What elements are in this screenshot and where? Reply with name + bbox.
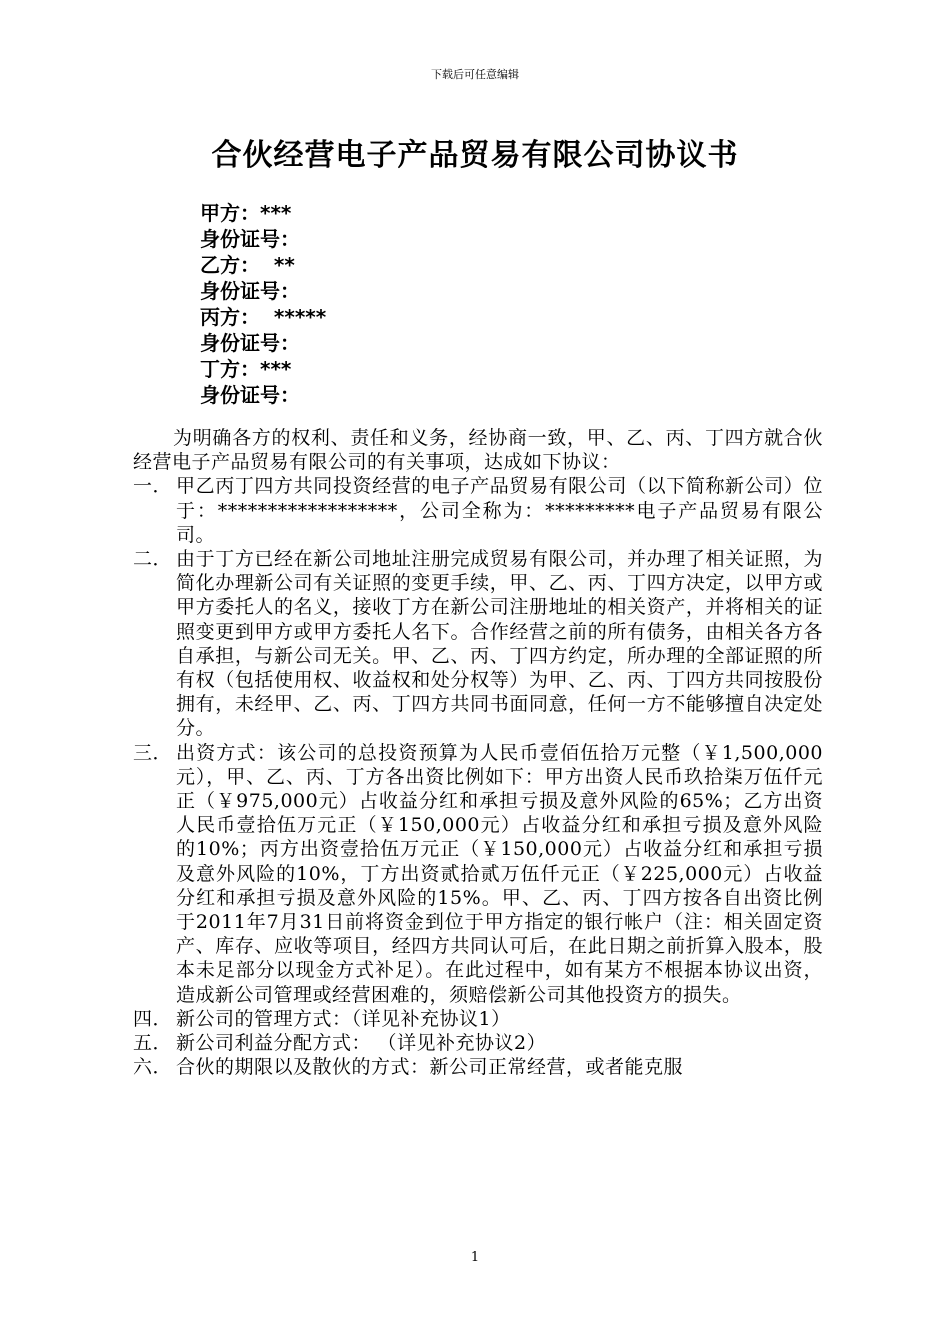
- header-note: 下载后可任意编辑: [431, 68, 519, 81]
- party-b-id: 身份证号：: [200, 279, 300, 303]
- clause-number: 五．: [133, 1032, 173, 1055]
- clause-number: 六．: [133, 1056, 173, 1079]
- clause-5: [133, 1031, 823, 1055]
- clause-text: 甲乙丙丁四方共同投资经营的电子产品贸易有限公司（以下简称新公司）位于：******************，公司全称为：*********电子产品贸易有限公司。: [176, 475, 823, 546]
- clause-text: 出资方式：该公司的总投资预算为人民币壹佰伍拾万元整（￥1,500,000元），甲、乙、丙、丁方各出资比例如下：甲方出资人民币玖拾柒万伍仟元正（￥975,000元）占收益分红和承担亏损及意外风险的65%；乙方出资人民币壹拾伍万元正（￥150,000元）占收益分红和承担亏损及意外风险的10%；丙方出资壹拾伍万元正（￥150,000元）占收益分红和承担亏损及意外风险的10%，丁方出资贰拾贰万伍仟元正（￥225,000元）占收益分红和承担亏损及意外风险的15%。甲、乙、丙、丁四方按各自出资比例于2011年7月31日前将资金到位于甲方指定的银行帐户（注：相关固定资产、库存、应收等项目，经四方共同认可后，在此日期之前折算入股本，股本未足部分以现金方式补足）。在此过程中，如有某方不根据本协议出资，造成新公司管理或经营困难的，须赔偿新公司其他投资方的损失。: [176, 741, 823, 1006]
- clause-3: [133, 741, 823, 1007]
- party-c: 丙方： *****: [200, 305, 327, 329]
- intro-paragraph: 为明确各方的权利、责任和义务，经协商一致，甲、乙、丙、丁四方就合伙经营电子产品贸易有限公司的有关事项，达成如下协议：: [133, 427, 823, 474]
- party-d-id: 身份证号：: [200, 383, 300, 407]
- party-b: 乙方： **: [200, 253, 295, 277]
- document-title: 合伙经营电子产品贸易有限公司协议书: [211, 138, 739, 173]
- clause-6: [133, 1055, 823, 1079]
- clause-text: 新公司的管理方式：（详见补充协议1）: [176, 1007, 511, 1030]
- party-d: 丁方：***: [200, 357, 292, 381]
- clause-2: [133, 547, 823, 741]
- clause-1: [133, 474, 823, 547]
- party-c-id: 身份证号：: [200, 331, 300, 355]
- clause-number: 三．: [133, 741, 173, 764]
- clause-number: 四．: [133, 1007, 173, 1030]
- parties-block: [200, 200, 326, 408]
- clause-text: 合伙的期限以及散伙的方式：新公司正常经营，或者能克服: [176, 1056, 684, 1079]
- clause-number: 二．: [133, 548, 173, 571]
- party-a: 甲方：***: [200, 201, 292, 225]
- clause-4: [133, 1007, 823, 1031]
- clause-text: 新公司利益分配方式： （详见补充协议2）: [176, 1032, 547, 1055]
- page-number: 1: [470, 1250, 480, 1265]
- clause-text: 由于丁方已经在新公司地址注册完成贸易有限公司，并办理了相关证照，为简化办理新公司有关证照的变更手续，甲、乙、丙、丁四方决定，以甲方或甲方委托人的名义，接收丁方在新公司注册地址的相关资产，并将相关的证照变更到甲方或甲方委托人名下。合作经营之前的所有债务，由相关各方各自承担，与新公司无关。甲、乙、丙、丁四方约定，所办理的全部证照的所有权（包括使用权、收益权和处分权等）为甲、乙、丙、丁四方共同按股份拥有，未经甲、乙、丙、丁四方共同书面同意，任何一方不能够擅自决定处分。: [176, 548, 823, 740]
- party-a-id: 身份证号：: [200, 227, 300, 251]
- clause-number: 一．: [133, 475, 173, 498]
- agreement-body: [133, 426, 823, 1079]
